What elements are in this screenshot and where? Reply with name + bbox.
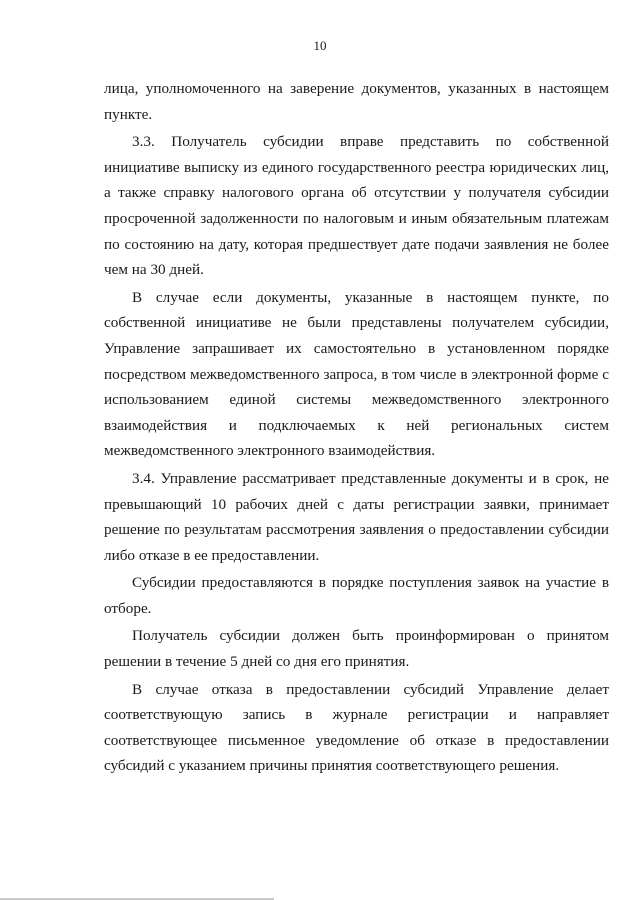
- paragraph-order-of-provision: Субсидии предоставляются в порядке поступления заявок на участие в отборе.: [104, 574, 609, 617]
- paragraph-3-4: 3.4. Управление рассматривает представленные документы и в срок, не превышающий 10 рабочих дней с даты регистрации заявки, принимает решение по результатам рассмотрения заявления о предоставлении субсидии либо отказе в ее предоставлении.: [104, 469, 609, 564]
- page-number: 10: [313, 38, 327, 53]
- paragraph-refusal: В случае отказа в предоставлении субсидий Управление делает соответствующую запись в журнале регистрации и направляет соответствующее письменное уведомление об отказе в предоставлении субсидий с указанием причины принятия соответствующего решения.: [104, 680, 609, 775]
- paragraph-interagency-request: В случае если документы, указанные в настоящем пункте, по собственной инициативе не были представлены получателем субсидии, Управление запрашивает их самостоятельно в установленном порядке посредством межведомственного запроса, в том числе в электронной форме с использованием единой системы межведомственного электронного взаимодействия и подключаемых к ней региональных систем межведомственного электронного взаимодействия.: [104, 288, 609, 460]
- paragraph-notification: Получатель субсидии должен быть проинформирован о принятом решении в течение 5 дней со дня его принятия.: [104, 627, 609, 671]
- document-body: [104, 76, 609, 779]
- paragraph-continuation: лица, уполномоченного на заверение документов, указанных в настоящем пункте.: [104, 80, 609, 123]
- paragraph-3-3: 3.3. Получатель субсидии вправе представить по собственной инициативе выписку из единого государственного реестра юридических лиц, а также справку налогового органа об отсутствии у получателя субсидии просроченной задолженности по налоговым и иным обязательным платежам по состоянию на дату, которая предшествует дате подачи заявления не более чем на 30 дней.: [104, 133, 609, 279]
